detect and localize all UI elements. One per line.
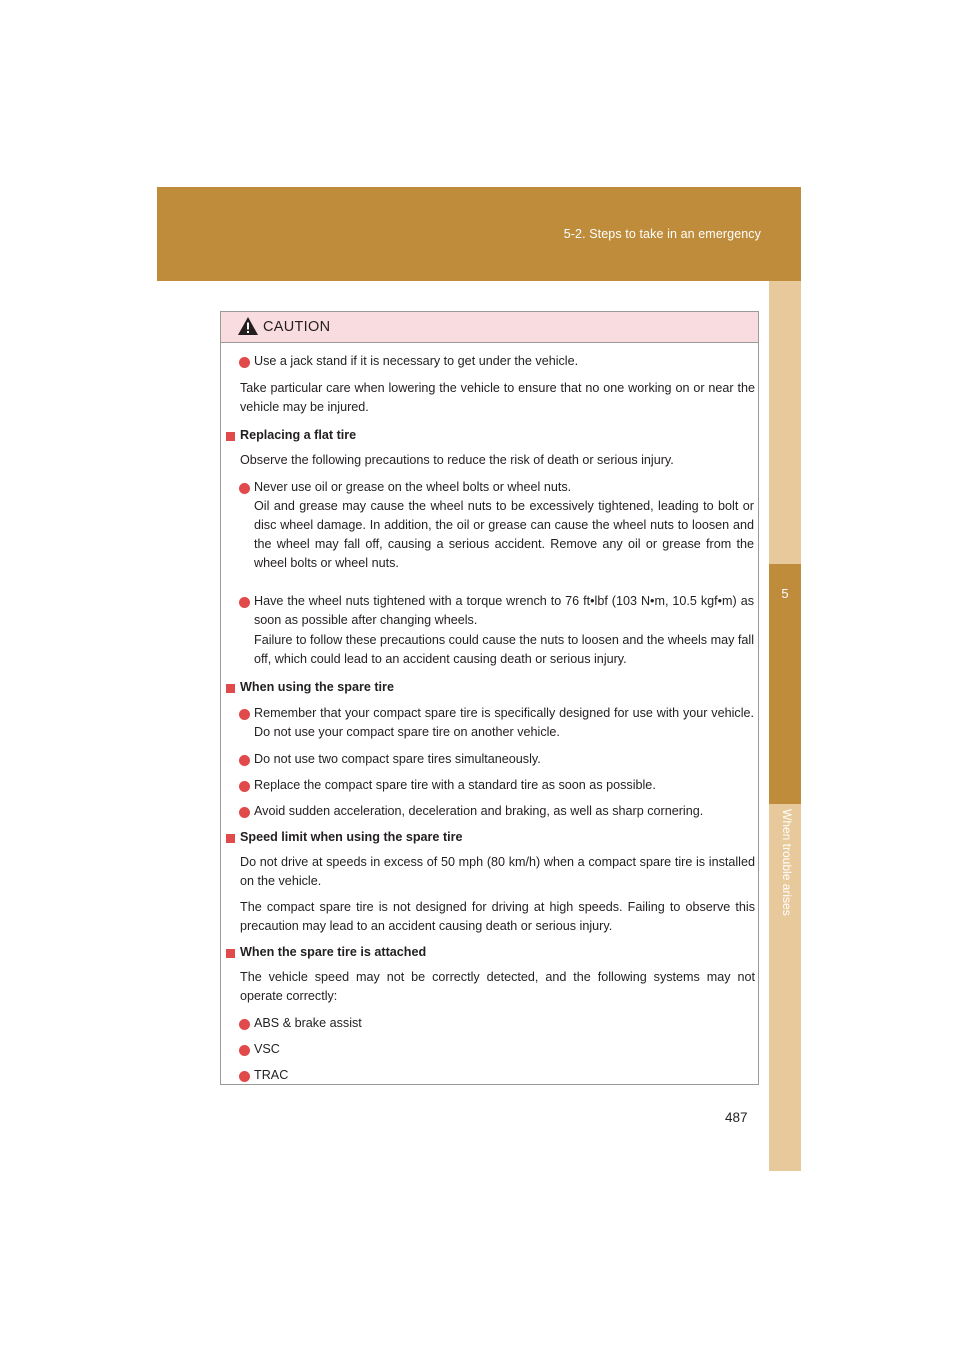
- bullet-detail: Failure to follow these precautions could cause the nuts to loosen and the wheels may fall off, which could lead to an accident causing death or serious injury.: [254, 633, 754, 666]
- paragraph: The vehicle speed may not be correctly detected, and the following systems may not operate correctly:: [240, 970, 755, 1003]
- bullet-text: Avoid sudden acceleration, deceleration and braking, as well as sharp cornering.: [254, 804, 704, 818]
- section-heading: When the spare tire is attached: [240, 945, 427, 959]
- bullet-text: Remember that your compact spare tire is specifically designed for use with your vehicle. Do not use your compact spare tire on another vehicle.: [254, 706, 754, 739]
- bullet-detail: Oil and grease may cause the wheel nuts to be excessively tightened, leading to bolt or disc wheel damage. In addition, the oil or grease can cause the wheel nuts to loosen and the wheel may fall off, causing a serious accident. Remove any oil or grease from the wheel bolts or wheel nuts.: [254, 499, 754, 570]
- bullet-text: VSC: [254, 1042, 280, 1056]
- caution-title: CAUTION: [263, 319, 331, 335]
- bullet-text: ABS & brake assist: [254, 1016, 362, 1030]
- section-marker: [226, 949, 235, 958]
- bullet-dot: [239, 807, 250, 818]
- section-title: 5-2. Steps to take in an emergency: [563, 227, 761, 241]
- header-band: [157, 187, 801, 281]
- bullet-text: Replace the compact spare tire with a standard tire as soon as possible.: [254, 778, 656, 792]
- paragraph: Take particular care when lowering the vehicle to ensure that no one working on or near the vehicle may be injured.: [240, 381, 755, 414]
- section-heading: Replacing a flat tire: [240, 428, 357, 442]
- bullet-dot: [239, 781, 250, 792]
- chapter-title: When trouble arises: [780, 809, 794, 916]
- section-heading: When using the spare tire: [240, 680, 394, 694]
- bullet-dot: [239, 1071, 250, 1082]
- warning-icon: [237, 316, 259, 336]
- bullet-dot: [239, 357, 250, 368]
- bullet-text: Do not use two compact spare tires simultaneously.: [254, 752, 541, 766]
- paragraph: Do not drive at speeds in excess of 50 mph (80 km/h) when a compact spare tire is installed on the vehicle.: [240, 855, 755, 888]
- bullet-dot: [239, 1045, 250, 1056]
- section-heading: Speed limit when using the spare tire: [240, 830, 463, 844]
- bullet-text: Have the wheel nuts tightened with a torque wrench to 76 ft•lbf (103 N•m, 10.5 kgf•m) as soon as possible after changing wheels.: [254, 594, 754, 627]
- bullet-dot: [239, 1019, 250, 1030]
- section-marker: [226, 684, 235, 693]
- section-marker: [226, 432, 235, 441]
- bullet-dot: [239, 709, 250, 720]
- bullet-dot: [239, 597, 250, 608]
- bullet-text: Use a jack stand if it is necessary to get under the vehicle.: [254, 354, 579, 368]
- bullet-text: Never use oil or grease on the wheel bolts or wheel nuts.: [254, 480, 572, 494]
- bullet-dot: [239, 755, 250, 766]
- page-number: 487: [725, 1110, 748, 1125]
- section-marker: [226, 834, 235, 843]
- paragraph: Observe the following precautions to reduce the risk of death or serious injury.: [240, 453, 674, 467]
- chapter-number: 5: [781, 586, 789, 601]
- bullet-text: TRAC: [254, 1068, 289, 1082]
- caution-box: [220, 311, 759, 1085]
- bullet-dot: [239, 483, 250, 494]
- caution-header: [221, 312, 758, 343]
- paragraph: The compact spare tire is not designed for driving at high speeds. Failing to observe this precaution may lead to an accident causing death or serious injury.: [240, 900, 755, 933]
- chapter-tab: [769, 564, 801, 916]
